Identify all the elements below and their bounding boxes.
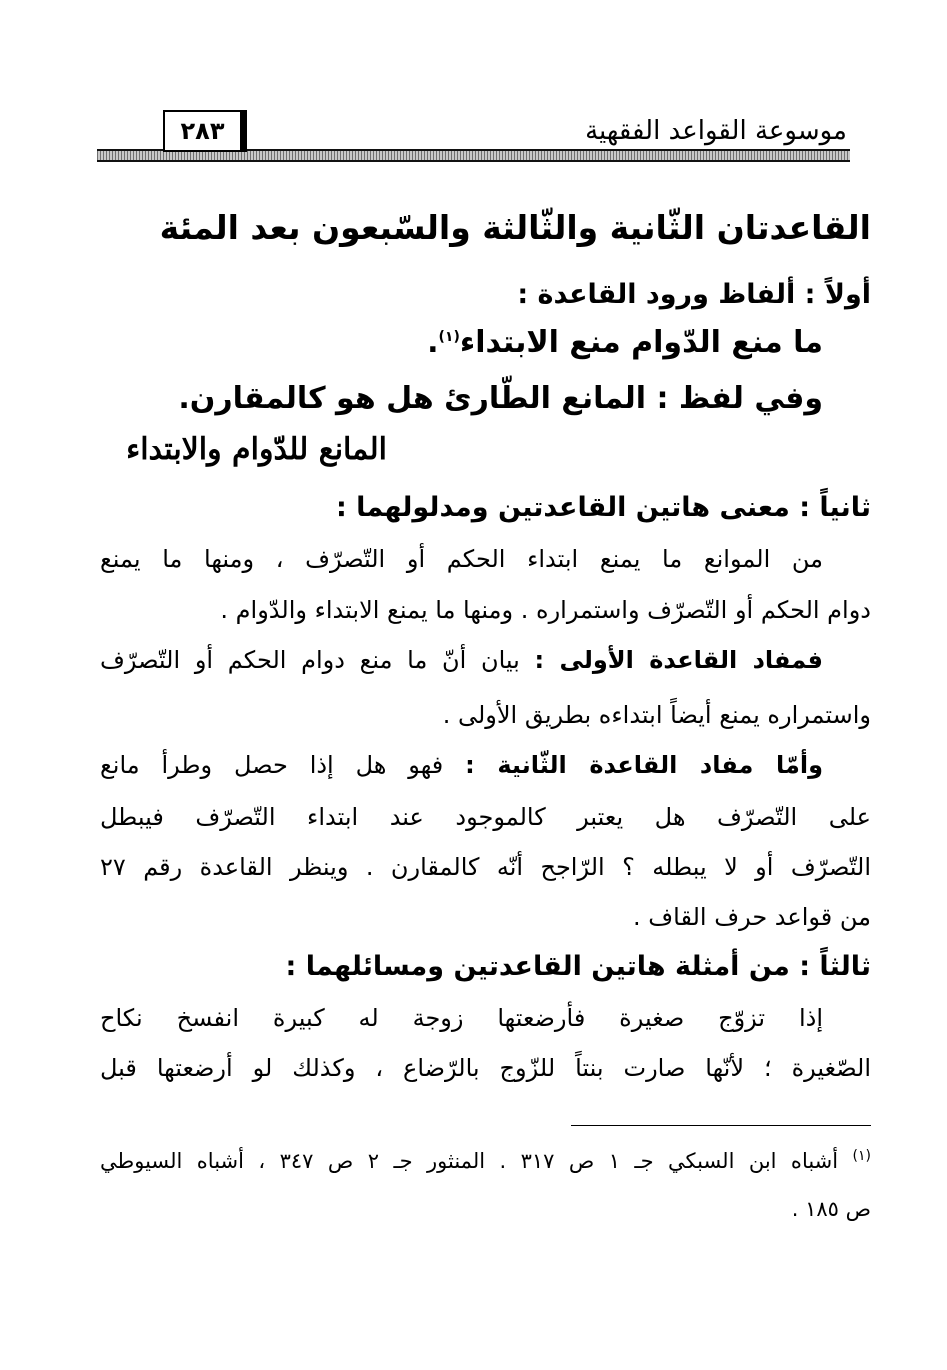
section-1-heading: أولاً : ألفاظ ورود القاعدة :: [517, 279, 871, 310]
footnote-ref: (١): [438, 329, 460, 345]
rule-wording-b: وفي لفظ : المانع الطّارئ هل هو كالمقارن.: [178, 381, 823, 416]
footnote-separator: [571, 1125, 871, 1126]
rule-wording-a-end: .: [427, 325, 439, 360]
footnote-line: [100, 1148, 871, 1173]
rule-title: القاعدتان الثّانية والثّالثة والسّبعون بعد المئة: [159, 208, 871, 247]
calligraphy-caption: المانع للدّوام والابتداء: [126, 432, 387, 467]
first-rule-meaning-text: بيان أنّ ما منع دوام الحكم أو التّصرّف: [100, 646, 535, 674]
paragraph-line: من قواعد حرف القاف .: [633, 903, 871, 931]
rule-wording-a: [427, 325, 823, 360]
running-title: موسوعة القواعد الفقهية: [585, 116, 847, 146]
paragraph-line: واستمراره يمنع أيضاً ابتداءه بطريق الأولى .: [442, 701, 871, 729]
rule-wording-a-text: ما منع الدّوام منع الابتداء: [459, 325, 823, 360]
paragraph-line: [100, 646, 823, 674]
paragraph-line: دوام الحكم أو التّصرّف واستمراره . ومنها ما يمنع الابتداء والدّوام .: [220, 596, 871, 624]
section-2-heading: ثانياً : معنى هاتين القاعدتين ومدلولهما :: [335, 492, 871, 523]
page-number: ٢٨٣: [163, 110, 247, 152]
second-rule-meaning-text: فهو هل إذا حصل وطرأ مانع: [100, 751, 466, 779]
footnote-marker: (١): [852, 1148, 872, 1164]
paragraph-line: التّصرّف أو لا يبطله ؟ الرّاجح أنّه كالمقارن . وينظر القاعدة رقم ٢٧: [100, 853, 871, 881]
paragraph-line: على التّصرّف هل يعتبر كالموجود عند ابتداء التّصرّف فيبطل: [100, 803, 871, 831]
paragraph-line: الصّغيرة ؛ لأنّها صارت بنتاً للزّوج بالرّضاع ، وكذلك لو أرضعتها قبل: [100, 1054, 871, 1082]
section-3-heading: ثالثاً : من أمثلة هاتين القاعدتين ومسائلهما :: [285, 951, 871, 982]
paragraph-line: [100, 751, 823, 779]
first-rule-meaning-label: فمفاد القاعدة الأولى :: [534, 646, 824, 674]
footnote-line: ص ١٨٥ .: [791, 1197, 871, 1221]
paragraph-line: إذا تزوّج صغيرة فأرضعتها زوجة له كبيرة انفسخ نكاح: [100, 1004, 823, 1032]
paragraph-line: من الموانع ما يمنع ابتداء الحكم أو التّصرّف ، ومنها ما يمنع: [100, 545, 823, 573]
second-rule-meaning-label: وأمّا مفاد القاعدة الثّانية :: [465, 751, 824, 779]
footnote-text: أشباه ابن السبكي جـ ١ ص ٣١٧ . المنثور جـ ٢ ص ٣٤٧ ، أشباه السيوطي: [100, 1149, 853, 1173]
